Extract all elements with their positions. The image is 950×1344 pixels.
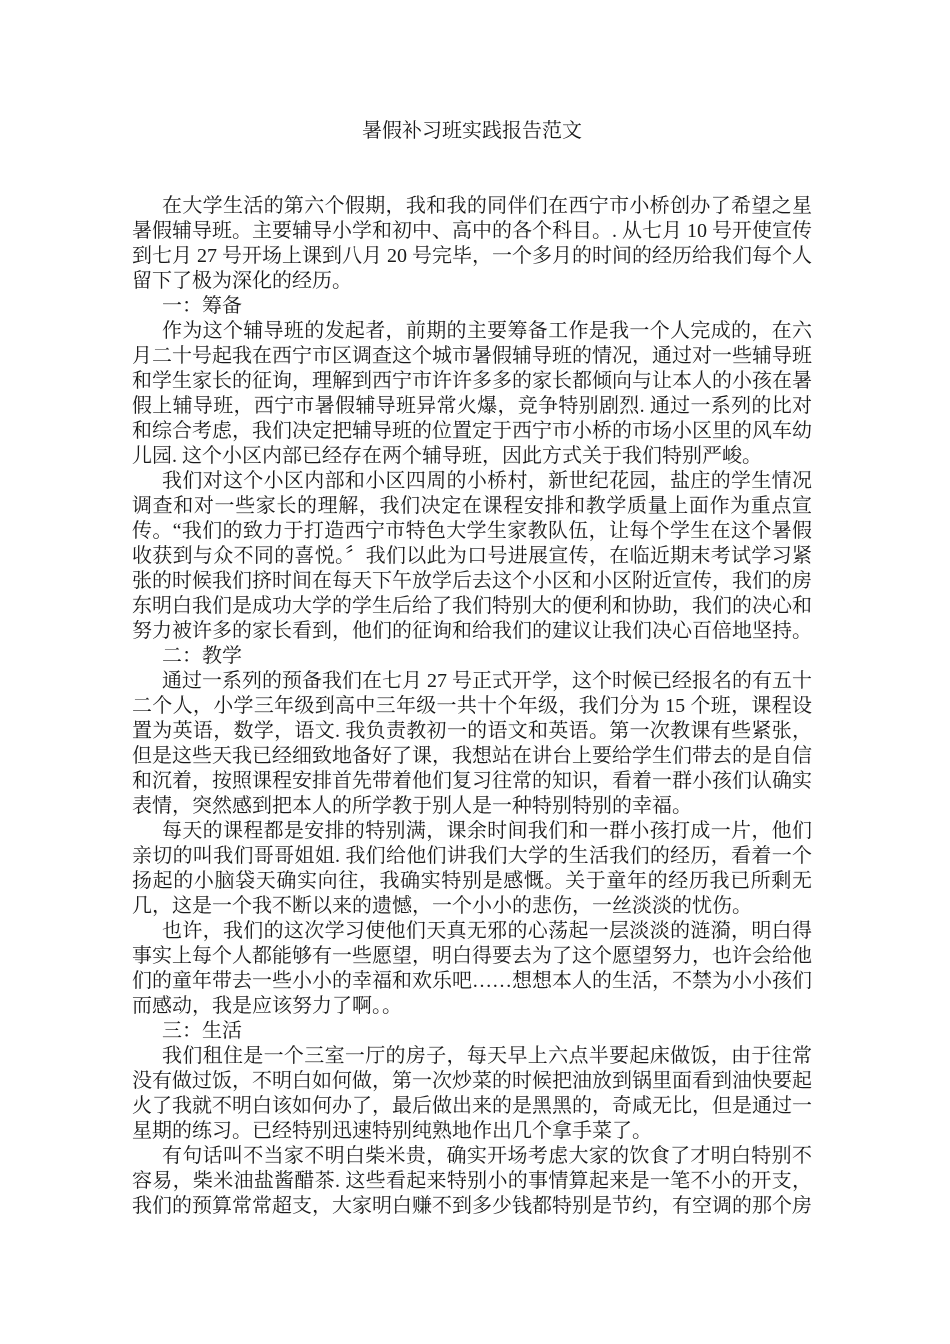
- paragraph: 作为这个辅导班的发起者，前期的主要筹备工作是我一个人完成的，在六月二十号起我在西宁市区调查这个城市暑假辅导班的情况，通过对一些辅导班和学生家长的征询，理解到西宁市许许多多的家长都倾向与让本人的小孩在暑假上辅导班，西宁市暑假辅导班异常火爆，竞争特别剧烈. 通过一系列的比对和综合考虑，我们决定把辅导班的位置定于西宁市小桥的市场小区里的风车幼儿园. 这个小区内部已经存在两个辅导班，因此方式关于我们特别严峻。: [132, 320, 812, 467]
- paragraph: 在大学生活的第六个假期，我和我的同伴们在西宁市小桥创办了希望之星暑假辅导班。主要辅导小学和初中、高中的各个科目。. 从七月 10 号开使宣传到七月 27 号开场上课到八月 20 号完毕，一个多月的时间的经历给我们每个人留下了极为深化的经历。: [132, 195, 812, 292]
- paragraph: 也许，我们的这次学习使他们天真无邪的心荡起一层淡淡的涟漪，明白得事实上每个人都能够有一些愿望，明白得要去为了这个愿望努力，也许会给他们的童年带去一些小小的幸福和欢乐吧……想想本人的生活，不禁为小小孩们而感动，我是应该努力了啊。。: [132, 920, 812, 1017]
- document-body: [132, 119, 812, 1219]
- paragraph: 我们租住是一个三室一厅的房子，每天早上六点半要起床做饭，由于往常没有做过饭，不明白如何做，第一次炒菜的时候把油放到锅里面看到油快要起火了我就不明白该如何办了，最后做出来的是黑黑的，奇咸无比，但是通过一星期的练习。已经特别迅速特别纯熟地作出几个拿手菜了。: [132, 1045, 812, 1142]
- paragraph: 我们对这个小区内部和小区四周的小桥村，新世纪花园，盐庄的学生情况调查和对一些家长的理解，我们决定在课程安排和教学质量上面作为重点宣传。“我们的致力于打造西宁市特色大学生家教队伍，让每个学生在这个暑假收获到与众不同的喜悦。〞我们以此为口号进展宣传，在临近期末考试学习紧张的时候我们挤时间在每天下午放学后去这个小区和小区附近宣传，我们的房东明白我们是成功大学的学生后给了我们特别大的便利和协助，我们的决心和努力被许多的家长看到，他们的征询和给我们的建议让我们决心百倍地坚持。: [132, 470, 812, 642]
- section-heading: 一：筹备: [162, 295, 242, 317]
- section-heading: 三：生活: [162, 1020, 242, 1042]
- paragraph: 每天的课程都是安排的特别满，课余时间我们和一群小孩打成一片，他们亲切的叫我们哥哥姐姐. 我们给他们讲我们大学的生活我们的经历，看着一个扬起的小脑袋天确实向往，我确实特别是感慨。关于童年的经历我已所剩无几，这是一个我不断以来的遗憾，一个小小的悲伤，一丝淡淡的忧伤。: [132, 820, 812, 917]
- paragraph: 通过一系列的预备我们在七月 27 号正式开学，这个时候已经报名的有五十二个人，小学三年级到高中三年级一共十个年级，我们分为 15 个班，课程设置为英语，数学，语文. 我负责教初一的语文和英语。第一次教课有些紧张，但是这些天我已经细致地备好了课，我想站在讲台上要给学生们带去的是自信和沉着，按照课程安排首先带着他们复习往常的知识，看着一群小孩们认确实表情，突然感到把本人的所学教于别人是一种特别特别的幸福。: [132, 670, 812, 817]
- section-heading: 二：教学: [162, 645, 242, 667]
- document-title: 暑假补习班实践报告范文: [362, 120, 582, 142]
- paragraph: 有句话叫不当家不明白柴米贵，确实开场考虑大家的饮食了才明白特别不容易，柴米油盐酱醋茶. 这些看起来特别小的事情算起来是一笔不小的开支，我们的预算常常超支，大家明白赚不到多少钱都特别是节约，有空调的那个房: [132, 1145, 812, 1217]
